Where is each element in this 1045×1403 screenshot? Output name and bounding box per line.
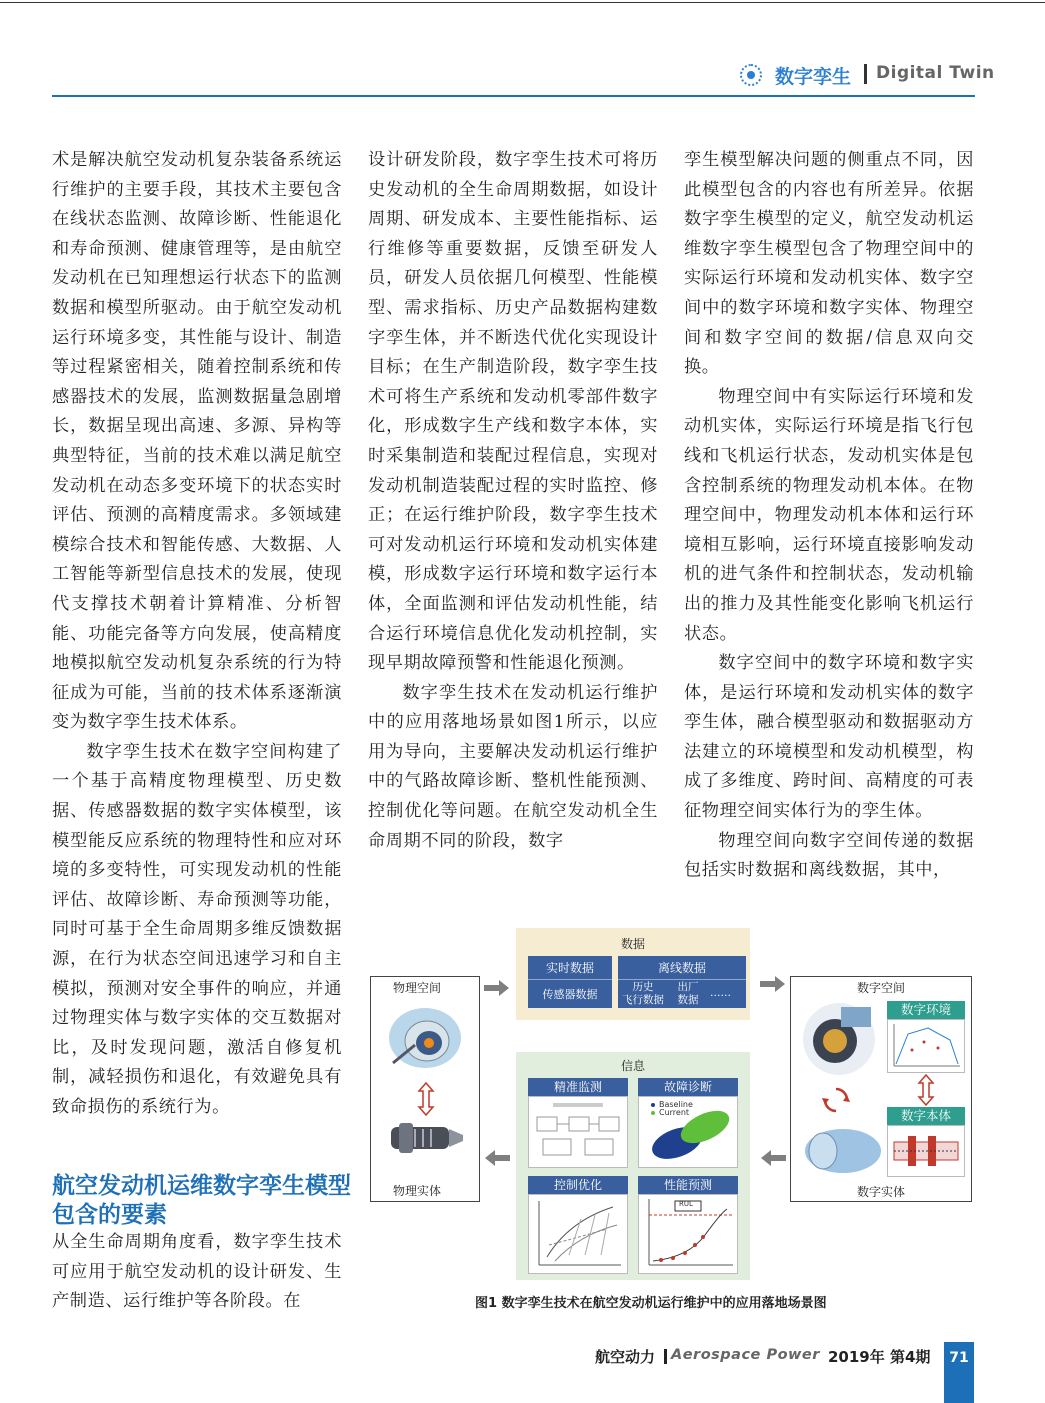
page-number: 71 — [944, 1342, 974, 1403]
baseline-legend: Baseline — [659, 1100, 693, 1109]
digital-engine-model-icon — [799, 1123, 885, 1179]
paragraph: 数字空间中的数字环境和数字实体，是运行环境和发动机实体的数字孪生体，融合模型驱动和数据驱动方法建立的环境模型和发动机模型，构成了多维度、跨时间、高精度的可表征物理空间实体行为的孪生体。 — [684, 653, 974, 822]
engine-cutaway-icon — [385, 1117, 465, 1159]
paragraph: 孪生模型解决问题的侧重点不同，因此模型包含的内容也有所差异。依据数字孪生模型的定义，航空发动机运维数字孪生模型包含了物理空间中的实际运行环境和发动机实体、数字空间中的数字环境和数字实体、物理空间和数字空间的数据/信息双向交换。 — [684, 150, 974, 378]
info-title: 信息 — [621, 1059, 646, 1073]
arrow-left-icon — [484, 1150, 510, 1166]
journal-name-en: Aerospace Power — [671, 1347, 820, 1363]
realtime-data-box — [528, 956, 612, 1008]
figure-1 — [368, 928, 974, 1280]
rul-label: RUL — [679, 1200, 693, 1208]
bidirectional-arrow-icon — [917, 1073, 935, 1107]
journal-name-cn: 航空动力 — [595, 1348, 656, 1366]
digital-environment-chart — [887, 1019, 965, 1073]
header-rule — [52, 95, 975, 97]
paragraph: 设计研发阶段，数字孪生技术可将历史发动机的全生命周期数据，如设计周期、研发成本、主要性能指标、运行维修等重要数据，反馈至研发人员，研发人员依据几何模型、性能模型、需求指标、历史产品数据构建数字孪生体，并不断迭代优化实现设计目标；在生产制造阶段，数字孪生技术可将生产系统和发动机零部件数字化，形成数字生产线和数字本体，实时采集制造和装配过程信息，实现对发动机制造装配过程的实时监控、修正；在运行维护阶段，数字孪生技术可对发动机运行环境和发动机实体建模，形成数字运行环境和数字运行本体，全面监测和评估发动机性能，结合运行环境信息优化发动机控制，实现早期故障预警和性能退化预测。 — [368, 150, 658, 674]
engine-section-schematic-icon — [888, 1126, 964, 1176]
fault-diagnosis-diagram — [638, 1096, 738, 1168]
history-line-1: 历史 — [632, 981, 654, 993]
digital-environment-cockpit-icon — [799, 999, 879, 1079]
footer-divider — [664, 1349, 667, 1364]
physical-space-label: 物理空间 — [393, 981, 442, 995]
sensor-data-label: 传感器数据 — [542, 988, 598, 1001]
text-column-1-continued — [52, 1228, 342, 1317]
precise-monitor-label: 精准监测 — [528, 1078, 628, 1096]
paragraph: 从全生命周期角度看，数字孪生技术可应用于航空发动机的设计研发、生产制造、运行维护等各阶段。在 — [52, 1232, 342, 1312]
flight-envelope-icon — [888, 1020, 964, 1072]
refresh-cycle-icon — [821, 1085, 851, 1115]
physical-space-panel — [370, 976, 480, 1202]
control-optimization-diagram — [528, 1194, 628, 1274]
arrow-left-icon — [760, 1150, 786, 1166]
paragraph: 术是解决航空发动机复杂装备系统运行维护的主要手段，其技术主要包含在线状态监测、故障诊断、性能退化和寿命预测、健康管理等，是由航空发动机在已知理想运行状态下的监测数据和模型所驱动。由于航空发动机运行环境多变，其性能与设计、制造等过程紧密相关，随着控制系统和传感器技术的发展，监测数据量急剧增长，数据呈现出高速、多源、异构等典型特征，当前的技术难以满足航空发动机在动态多变环境下的状态实时评估、预测的高精度需求。多领域建模综合技术和智能传感、大数据、人工智能等新型信息技术的发展，使现代支撑技术朝着计算精准、分析智能、功能完备等方向发展，使高精度地模拟航空发动机复杂系统的行为特征成为可能，当前的技术体系逐渐演变为数字孪生技术体系。 — [52, 150, 342, 733]
history-line-2: 飞行数据 — [622, 994, 664, 1006]
factory-line-2: 数据 — [677, 994, 699, 1006]
ellipsis-label: …… — [710, 987, 731, 999]
paragraph: 数字孪生技术在发动机运行维护中的应用落地场景如图1所示，以应用为导向，主要解决发动机运行维护中的气路故障诊断、整机性能预测、控制优化等问题。在航空发动机全生命周期不同的阶段，数字 — [368, 682, 658, 851]
offline-data-box — [618, 956, 746, 1008]
physical-entity-label: 物理实体 — [393, 1184, 442, 1198]
performance-prediction-label: 性能预测 — [638, 1176, 738, 1194]
data-title: 数据 — [621, 937, 646, 951]
history-flight-data-label — [620, 981, 666, 1007]
offline-data-label: 离线数据 — [618, 956, 746, 980]
digital-entity-label: 数字实体 — [857, 1185, 906, 1199]
compressor-map-icon — [529, 1195, 627, 1273]
factory-line-1: 出厂 — [677, 981, 699, 993]
paragraph: 数字孪生技术在数字空间构建了一个基于高精度物理模型、历史数据、传感器数据的数字实体模型，该模型能反应系统的物理特性和应对环境的多变特性，可实现发动机的性能评估、故障诊断、寿命预测等功能，同时可基于全生命周期多维反馈数据源，在行为状态空间迅速学习和自主模拟，预测对安全事件的响应，并通过物理实体与数字实体的交互数据对比，及时发现问题，激活自修复机制，减轻损伤和退化，有效避免具有致命损伤的系统行为。 — [52, 741, 342, 1117]
precise-monitor-diagram — [528, 1096, 628, 1168]
column-title-en: Digital Twin — [876, 63, 995, 83]
performance-prediction-diagram — [638, 1194, 738, 1274]
monitor-schematic-icon — [529, 1097, 627, 1167]
info-panel — [516, 1052, 750, 1280]
factory-data-label — [670, 981, 706, 1007]
column-title-cn: 数字孪生 — [775, 66, 852, 88]
arrow-right-icon — [484, 980, 510, 996]
paragraph: 物理空间向数字空间传递的数据包括实时数据和离线数据，其中， — [684, 830, 974, 881]
text-column-3 — [684, 146, 974, 886]
column-logo-icon — [740, 64, 762, 86]
data-panel — [516, 928, 750, 1020]
header-divider — [864, 64, 867, 84]
section-title: 航空发动机运维数字孪生模型包含的要素 — [52, 1173, 351, 1228]
fault-diagnosis-label: 故障诊断 — [638, 1078, 738, 1096]
engine-photo-icon — [385, 1003, 465, 1073]
digital-body-diagram — [887, 1125, 965, 1177]
digital-space-label: 数字空间 — [857, 981, 906, 995]
bidirectional-arrow-icon — [417, 1081, 435, 1117]
issue-label: 2019年 第4期 — [828, 1348, 931, 1366]
digital-environment-label: 数字环境 — [887, 1001, 965, 1019]
top-rule — [0, 2, 1045, 3]
text-column-1 — [52, 146, 342, 1123]
figure-caption: 图1 数字孪生技术在航空发动机运行维护中的应用落地场景图 — [475, 1296, 827, 1311]
digital-space-panel — [790, 976, 972, 1202]
arrow-right-icon — [760, 976, 786, 992]
text-column-2 — [368, 146, 658, 856]
paragraph: 物理空间中有实际运行环境和发动机实体，实际运行环境是指飞行包线和飞机运行状态，发动机实体是包含控制系统的物理发动机本体。在物理空间中，物理发动机本体和运行环境相互影响，运行环境直接影响发动机的进气条件和控制状态，发动机输出的推力及其性能变化影响飞机运行状态。 — [684, 386, 974, 644]
realtime-data-label: 实时数据 — [528, 956, 612, 980]
control-optimization-label: 控制优化 — [528, 1176, 628, 1194]
digital-body-label: 数字本体 — [887, 1107, 965, 1125]
current-legend: Current — [659, 1108, 690, 1117]
